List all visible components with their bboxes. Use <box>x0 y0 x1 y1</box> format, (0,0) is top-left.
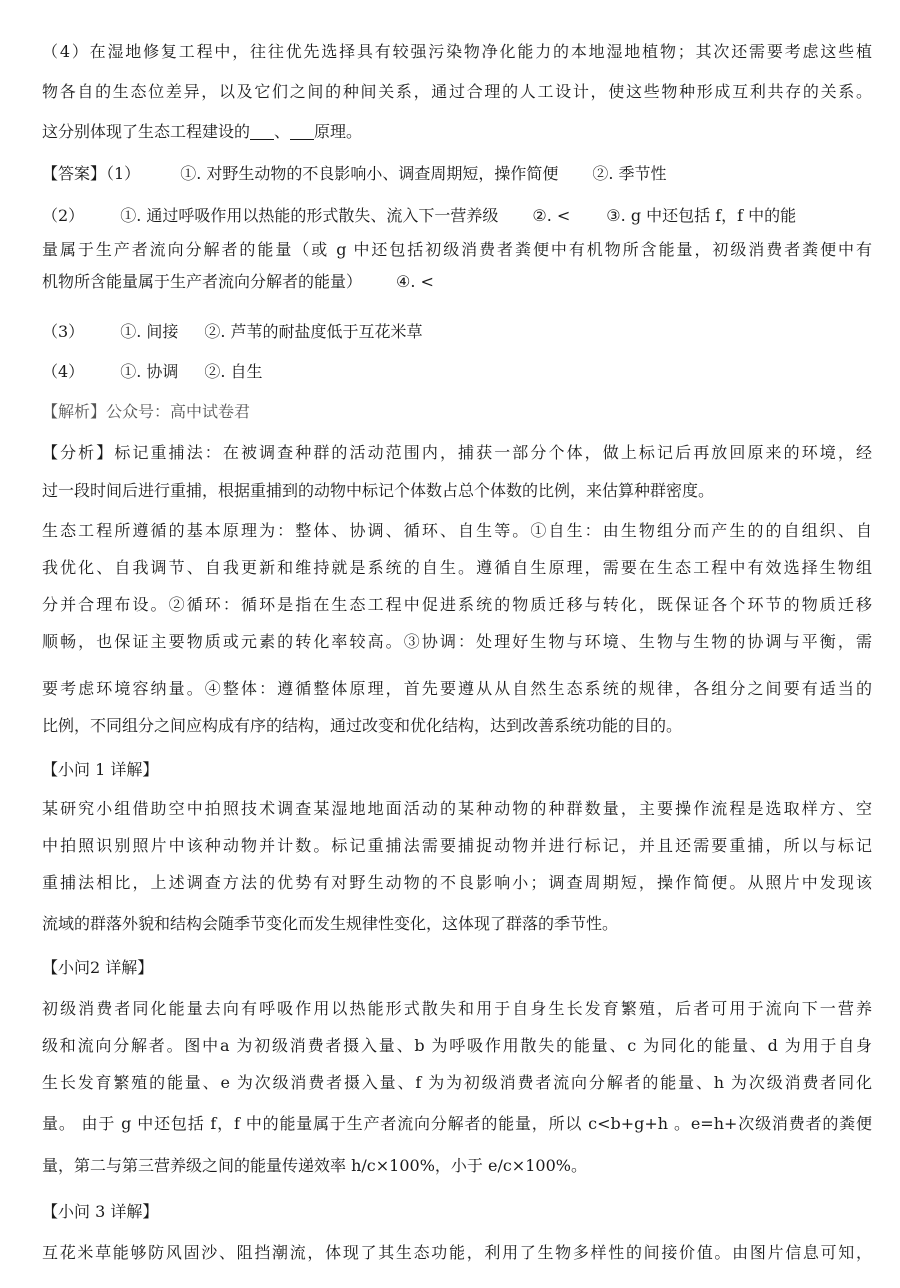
detail-1-line-2: 中拍照识别照片中该种动物并计数。标记重捕法需要捕捉动物并进行标记，并且还需要重捕，所以与标记 <box>42 836 872 855</box>
answer-blank-2 <box>290 123 314 140</box>
answer-2-1: ①. 通过呼吸作用以热能的形式散失、流入下一营养级 <box>120 206 499 225</box>
answer-line-3 <box>42 320 872 346</box>
answer-3-number: （3） <box>42 322 85 341</box>
detail-1-line-4: 流域的群落外貌和结构会随季节变化而发生规律性变化，这体现了群落的季节性。 <box>42 914 619 933</box>
principle-line-4: 顺畅，也保证主要物质或元素的转化率较高。③协调：处理好生物与环境、生物与生物的协调与平衡，需 <box>42 632 872 651</box>
answer-3-1: ①. 间接 <box>120 322 179 341</box>
answer-line-2b: 量属于生产者流向分解者的能量（或 g 中还包括初级消费者粪便中有机物所含能量，初级消费者粪便中有 <box>42 240 872 259</box>
answer-2-cont: 机物所含能量属于生产者流向分解者的能量） <box>42 272 363 291</box>
answer-line-1 <box>42 162 872 188</box>
question-4-end: 原理。 <box>314 122 363 141</box>
question-4-stem: 这分别体现了生态工程建设的 <box>42 122 251 141</box>
answer-label: 【答案】（1） <box>42 164 141 183</box>
detail-2-line-2: 级和流向分解者。图中a 为初级消费者摄入量、b 为呼吸作用散失的能量、c 为同化的能量、d 为用于自身 <box>42 1036 872 1055</box>
analysis-fenxi-line-2: 过一段时间后进行重捕，根据重捕到的动物中标记个体数占总个体数的比例，来估算种群密度。 <box>42 481 715 500</box>
detail-2-line-3: 生长发育繁殖的能量、e 为次级消费者摄入量、f 为为初级消费者流向分解者的能量、h 为次级消费者同化 <box>42 1073 872 1092</box>
principle-line-2: 我优化、自我调节、自我更新和维持就是系统的自生。遵循自生原理，需要在生态工程中有效选择生物组 <box>42 558 872 577</box>
answer-2-number: （2） <box>42 206 85 225</box>
analysis-fenxi-line-1: 【分析】标记重捕法：在被调查种群的活动范围内，捕获一部分个体，做上标记后再放回原来的环境，经 <box>42 443 872 462</box>
detail-1-line-1: 某研究小组借助空中拍照技术调查某湿地地面活动的某种动物的种群数量，主要操作流程是选取样方、空 <box>42 799 872 818</box>
detail-3-line-1: 互花米草能够防风固沙、阻挡潮流，体现了其生态功能，利用了生物多样性的间接价值。由图片信息可知， <box>42 1243 872 1262</box>
answer-2-2: ②. < <box>532 206 571 225</box>
question-4-line-1: （4）在湿地修复工程中，往往优先选择具有较强污染物净化能力的本地湿地植物；其次还需要考虑这些植 <box>42 42 872 61</box>
answer-4-number: （4） <box>42 362 85 381</box>
principle-line-6: 比例，不同组分之间应构成有序的结构，通过改变和优化结构，达到改善系统功能的目的。 <box>42 716 683 735</box>
answer-2-4: ④. < <box>396 272 434 291</box>
question-4-line-2: 物各自的生态位差异，以及它们之间的种间关系，通过合理的人工设计，使这些物种形成互利共存的关系。 <box>42 82 872 101</box>
principle-line-3: 分并合理布设。②循环：循环是指在生态工程中促进系统的物质迁移与转化，既保证各个环节的物质迁移 <box>42 595 872 614</box>
answer-2-3: ③. g 中还包括 f，f 中的能 <box>606 206 797 225</box>
detail-2-line-5: 量，第二与第三营养级之间的能量传递效率 h/c×100%，小于 e/c×100%。 <box>42 1156 587 1175</box>
answer-1-1: ①. 对野生动物的不良影响小、调查周期短，操作简便 <box>180 164 559 183</box>
answer-line-2c <box>42 270 872 296</box>
detail-2-line-1: 初级消费者同化能量去向有呼吸作用以热能形式散失和用于自身生长发育繁殖，后者可用于流向下一营养 <box>42 999 872 1018</box>
detail-2-title: 【小问2 详解】 <box>42 958 154 977</box>
question-4-sep: 、 <box>274 122 291 141</box>
principle-line-1: 生态工程所遵循的基本原理为：整体、协调、循环、自生等。①自生：由生物组分而产生的的自组织、自 <box>42 521 872 540</box>
principle-line-5: 要考虑环境容纳量。④整体：遵循整体原理，首先要遵从从自然生态系统的规律，各组分之间要有适当的 <box>42 679 872 698</box>
answer-4-1: ①. 协调 <box>120 362 179 381</box>
answer-1-2: ②. 季节性 <box>592 164 667 183</box>
detail-3-title: 【小问 3 详解】 <box>42 1202 159 1221</box>
answer-blank-1 <box>250 123 274 140</box>
detail-1-title: 【小问 1 详解】 <box>42 760 159 779</box>
detail-1-line-3: 重捕法相比，上述调查方法的优势有对野生动物的不良影响小；调查周期短，操作简便。从照片中发现该 <box>42 873 872 892</box>
analysis-label: 【解析】公众号：高中试卷君 <box>42 402 251 421</box>
answer-3-2: ②. 芦苇的耐盐度低于互花米草 <box>204 322 423 341</box>
answer-line-2 <box>42 204 872 230</box>
answer-line-4 <box>42 360 872 386</box>
answer-4-2: ②. 自生 <box>204 362 263 381</box>
detail-2-line-4: 量。 由于 g 中还包括 f，f 中的能量属于生产者流向分解者的能量，所以 c<b+g+h 。e=h+次级消费者的粪便 <box>42 1114 872 1133</box>
question-4-line-3 <box>42 120 872 146</box>
